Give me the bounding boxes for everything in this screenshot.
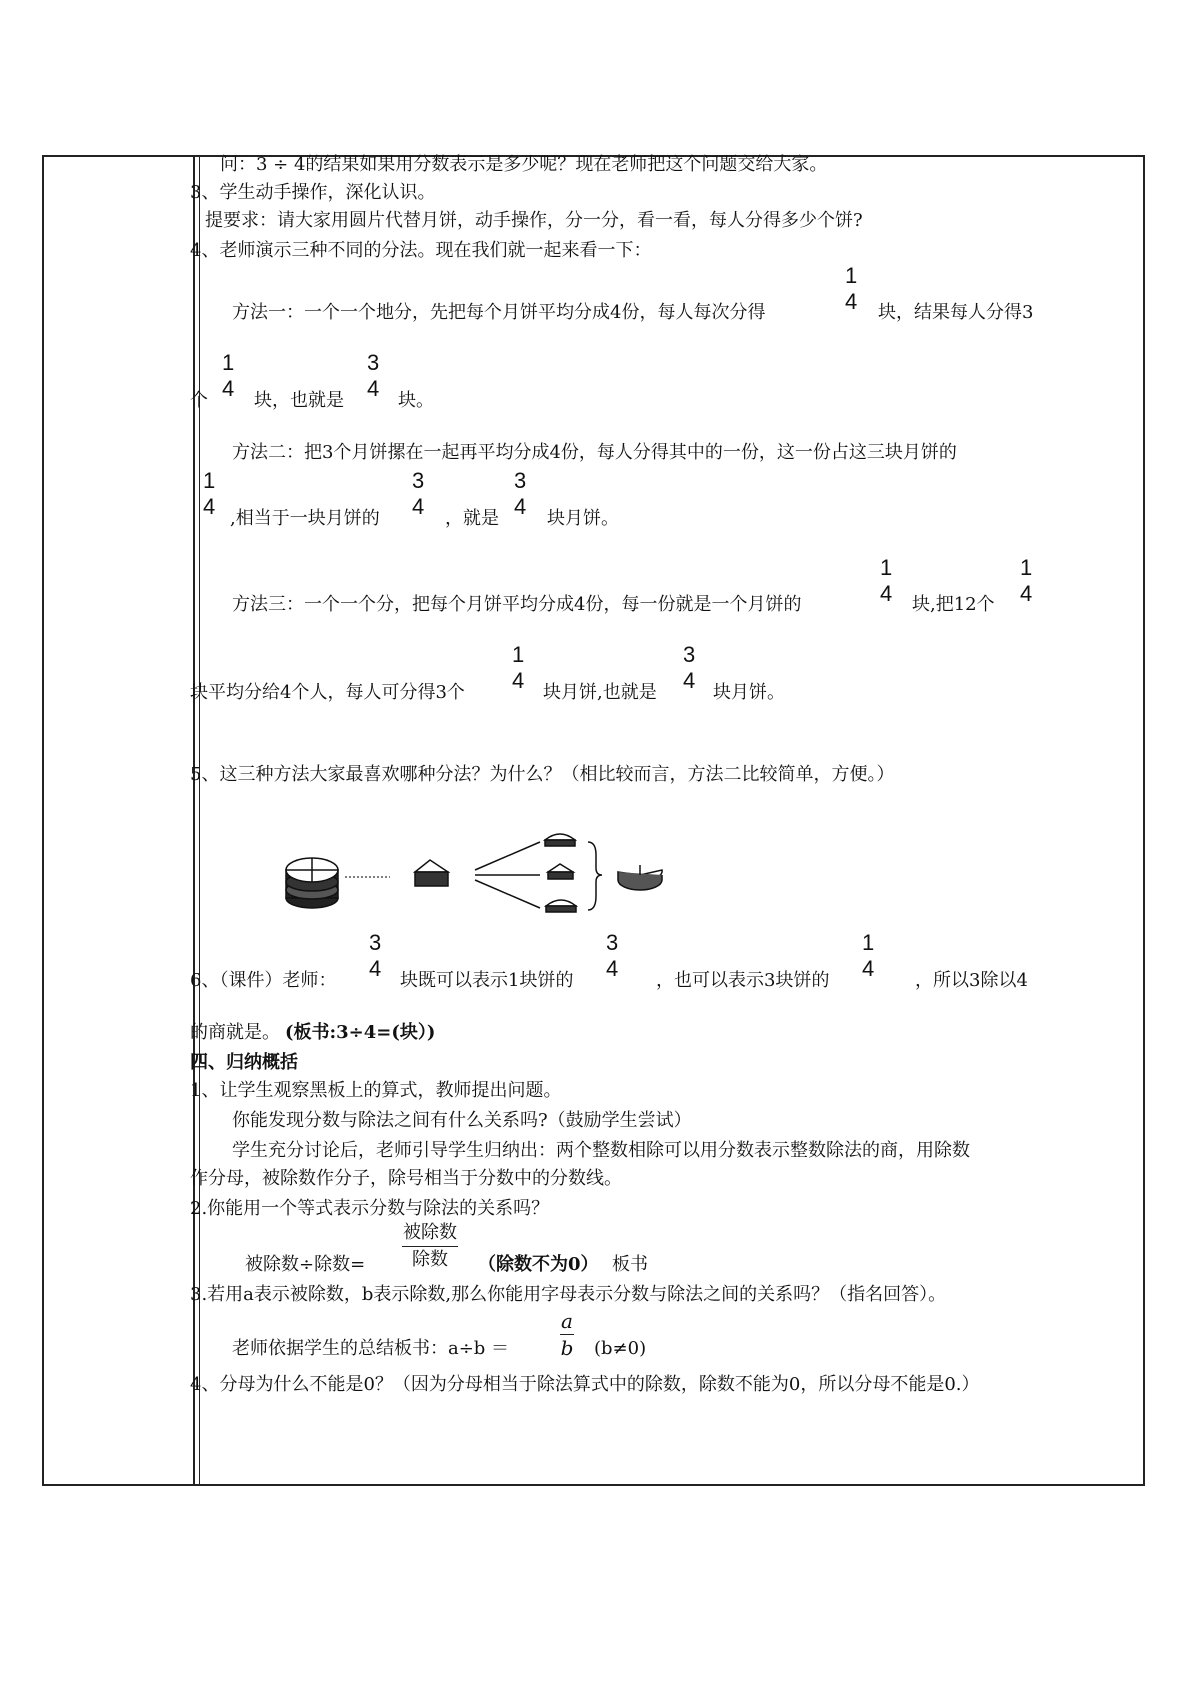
formula-note: （除数不为0） bbox=[478, 1254, 599, 1275]
method-two-text: 块月饼。 bbox=[547, 508, 619, 529]
fraction: 3 4 bbox=[369, 930, 382, 981]
method-three-text: 块,把12个 bbox=[912, 594, 995, 615]
cake-three-quarters-icon bbox=[618, 865, 662, 890]
formula-note: (b≠0) bbox=[594, 1338, 647, 1359]
text-line: 块既可以表示1块饼的 bbox=[400, 970, 574, 991]
text-line: ，所以3除以4 bbox=[915, 970, 1028, 991]
fraction: 3 4 bbox=[514, 468, 527, 519]
method-three-text: 块平均分给4个人，每人可分得3个 bbox=[190, 682, 465, 703]
text-line: 4、老师演示三种不同的分法。现在我们就一起来看一下： bbox=[190, 240, 652, 261]
text-line: 2.你能用一个等式表示分数与除法的关系吗？ bbox=[190, 1198, 550, 1219]
fraction: 1 4 bbox=[880, 555, 893, 606]
stacked-wedge-icon bbox=[415, 860, 448, 886]
mooncake-illustration bbox=[270, 820, 690, 930]
fraction: 3 4 bbox=[683, 642, 696, 693]
method-two-text: ，就是 bbox=[445, 508, 499, 529]
text-line: 的商就是。 bbox=[190, 1022, 280, 1043]
method-three-text: 块月饼,也就是 bbox=[543, 682, 657, 703]
formula-note: 板书 bbox=[612, 1254, 648, 1275]
fraction: 3 4 bbox=[606, 930, 619, 981]
text-line: ，也可以表示3块饼的 bbox=[656, 970, 830, 991]
method-two-text: 方法二：把3个月饼摞在一起再平均分成4份，每人分得其中的一份，这一份占这三块月饼的 bbox=[232, 442, 957, 463]
text-line: 学生充分讨论后，老师引导学生归纳出：两个整数相除可以用分数表示整数除法的商，用除数 bbox=[232, 1140, 970, 1161]
text-line: 你能发现分数与除法之间有什么关系吗?（鼓励学生尝试） bbox=[232, 1110, 692, 1131]
section-heading: 四、归纳概括 bbox=[190, 1052, 298, 1073]
text-line: 5、这三种方法大家最喜欢哪种分法？为什么？（相比较而言，方法二比较简单，方便。） bbox=[190, 764, 895, 785]
stacked-mooncakes-icon bbox=[286, 858, 338, 908]
formula-fraction: 被除数 除数 bbox=[403, 1222, 457, 1270]
single-wedge-icon bbox=[545, 834, 576, 912]
fraction: 3 4 bbox=[412, 468, 425, 519]
formula-text: 老师依据学生的总结板书：a÷b ＝ bbox=[232, 1338, 510, 1359]
fraction: 1 4 bbox=[1020, 555, 1033, 606]
fraction: 1 4 bbox=[203, 468, 216, 519]
fraction: 1 4 bbox=[845, 263, 858, 314]
text-line: 提要求：请大家用圆片代替月饼，动手操作，分一分，看一看，每人分得多少个饼? bbox=[205, 210, 863, 231]
formula-text: 被除数÷除数= bbox=[245, 1254, 366, 1275]
method-one-text: 块，结果每人分得3 bbox=[878, 302, 1034, 323]
method-three-text: 块月饼。 bbox=[713, 682, 785, 703]
fraction: 1 4 bbox=[222, 350, 235, 401]
text-line: 1、让学生观察黑板上的算式，教师提出问题。 bbox=[190, 1080, 562, 1101]
fraction: 1 4 bbox=[512, 642, 525, 693]
text-line: 4、分母为什么不能是0？（因为分母相当于除法算式中的除数，除数不能为0，所以分母不能是0.） bbox=[190, 1374, 980, 1395]
fraction: 1 4 bbox=[862, 930, 875, 981]
method-two-text: ,相当于一块月饼的 bbox=[230, 508, 380, 529]
method-three-text: 方法三：一个一个分，把每个月饼平均分成4份，每一份就是一个月饼的 bbox=[232, 594, 802, 615]
method-one-text: 方法一：一个一个地分，先把每个月饼平均分成4份，每人每次分得 bbox=[232, 302, 766, 323]
letter-fraction: a b bbox=[560, 1309, 574, 1360]
text-line: 3、学生动手操作，深化认识。 bbox=[190, 182, 436, 203]
text-line: 6、（课件）老师： bbox=[190, 970, 337, 991]
method-one-text: 块，也就是 bbox=[254, 390, 344, 411]
board-note: (板书:3÷4=(块）) bbox=[285, 1022, 436, 1043]
method-one-text: 块。 bbox=[398, 390, 434, 411]
text-line: 3.若用a表示被除数，b表示除数,那么你能用字母表示分数与除法之间的关系吗？（指名回答）。 bbox=[190, 1284, 947, 1305]
fraction: 3 4 bbox=[367, 350, 380, 401]
method-one-text: 个 bbox=[190, 390, 208, 411]
text-line: 作分母，被除数作分子，除号相当于分数中的分数线。 bbox=[190, 1168, 622, 1189]
text-line: 问：3 ÷ 4的结果如果用分数表示是多少呢？现在老师把这个问题交给大家。 bbox=[220, 154, 828, 175]
